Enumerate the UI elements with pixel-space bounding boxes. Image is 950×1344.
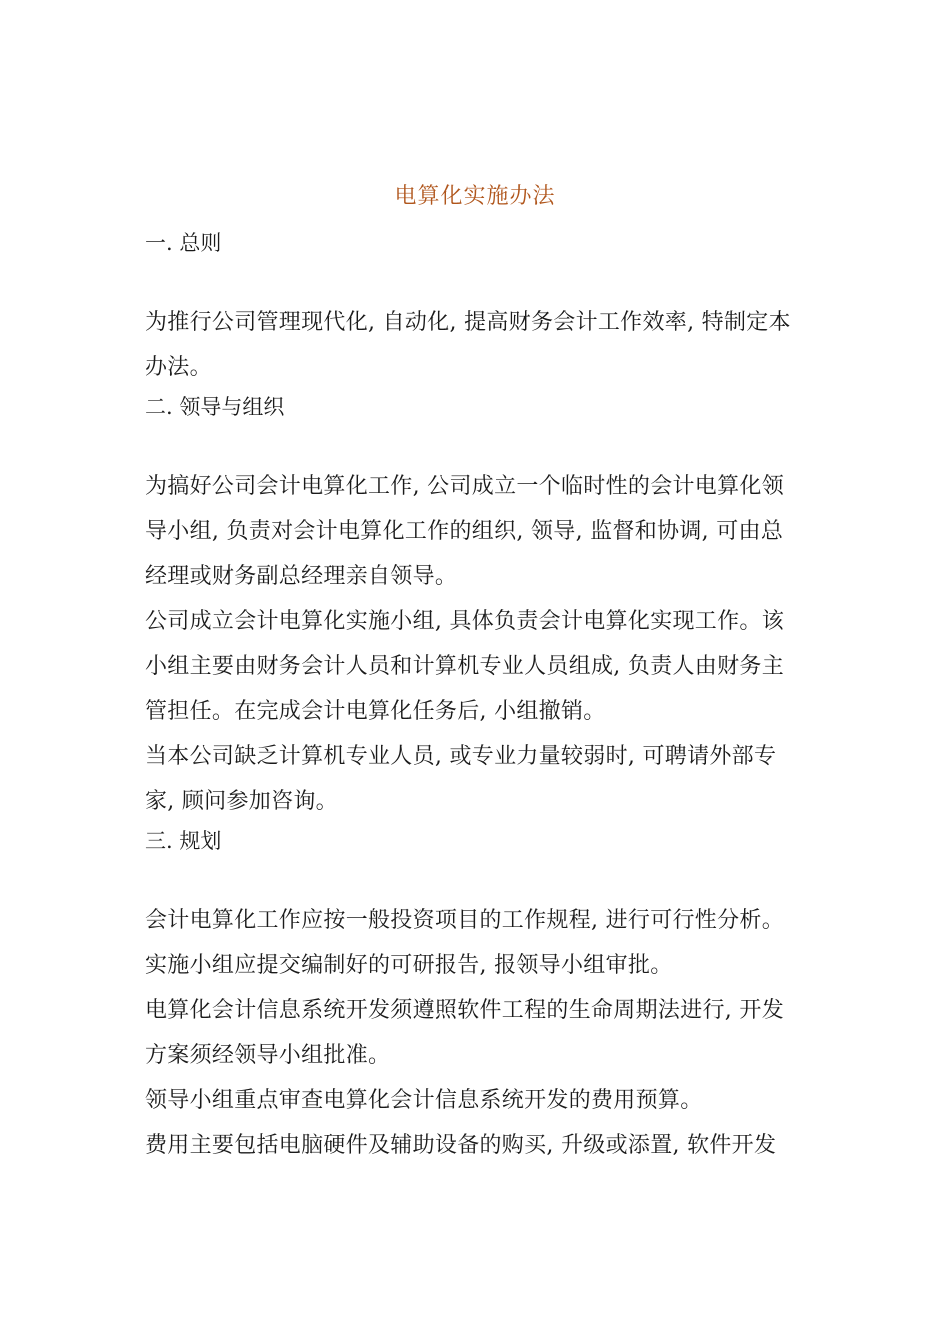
section-heading-planning: 三. 规划: [145, 829, 222, 853]
text-line: 管担任。在完成会计电算化任务后, 小组撤销。: [145, 699, 606, 724]
document-body: [145, 226, 810, 1168]
text-line: 为推行公司管理现代化, 自动化, 提高财务会计工作效率, 特制定本: [145, 310, 791, 335]
text-line: 小组主要由财务会计人员和计算机专业人员组成, 负责人由财务主: [145, 654, 784, 679]
paragraph: [145, 1123, 810, 1168]
paragraph: [145, 734, 810, 824]
section-heading-general: 一. 总则: [145, 231, 222, 255]
paragraph: [145, 943, 810, 988]
text-line: 领导小组重点审查电算化会计信息系统开发的费用预算。: [145, 1088, 703, 1113]
paragraph: [145, 898, 810, 943]
text-line: 费用主要包括电脑硬件及辅助设备的购买, 升级或添置, 软件开发: [145, 1133, 777, 1158]
text-line: 当本公司缺乏计算机专业人员, 或专业力量较弱时, 可聘请外部专: [145, 744, 777, 769]
text-line: 实施小组应提交编制好的可研报告, 报领导小组审批。: [145, 953, 673, 978]
text-line: 会计电算化工作应按一般投资项目的工作规程, 进行可行性分析。: [145, 908, 784, 933]
text-line: 为搞好公司会计电算化工作, 公司成立一个临时性的会计电算化领: [145, 474, 784, 499]
text-line: 经理或财务副总经理亲自领导。: [145, 564, 458, 589]
paragraph: [145, 988, 810, 1078]
text-line: 导小组, 负责对会计电算化工作的组织, 领导, 监督和协调, 可由总: [145, 519, 784, 544]
paragraph: [145, 599, 810, 734]
paragraph: [145, 464, 810, 599]
paragraph: [145, 1078, 810, 1123]
section-heading-leadership: 二. 领导与组织: [145, 395, 285, 419]
paragraph: [145, 300, 810, 390]
document-title: 电算化实施办法: [394, 184, 556, 209]
text-line: 办法。: [145, 355, 212, 380]
text-line: 公司成立会计电算化实施小组, 具体负责会计电算化实现工作。该: [145, 609, 784, 634]
text-line: 电算化会计信息系统开发须遵照软件工程的生命周期法进行, 开发: [145, 998, 784, 1023]
text-line: 方案须经领导小组批准。: [145, 1043, 391, 1068]
text-line: 家, 顾问参加咨询。: [145, 789, 338, 814]
